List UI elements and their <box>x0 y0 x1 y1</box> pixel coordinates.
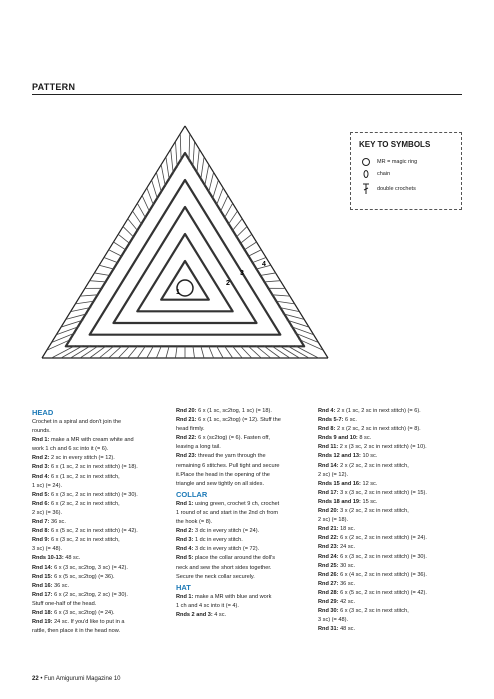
page-footer <box>32 676 121 682</box>
heading-collar: COLLAR <box>176 489 208 499</box>
round-label: Rnds 9 and 10: <box>318 435 358 442</box>
instruction-text: remaining 6 stitches. Pull tight and secure <box>176 462 280 469</box>
instruction-text: rattle, then place it in the head now. <box>32 628 121 635</box>
double-crochet-icon <box>361 183 371 195</box>
instruction-line <box>32 527 170 536</box>
round-number-3: 3 <box>240 270 244 277</box>
instruction-text: make a MR with cream white and <box>49 437 134 444</box>
instruction-line <box>32 582 170 591</box>
instruction-line <box>176 462 314 471</box>
instruction-line <box>32 436 170 445</box>
key-item-chain <box>361 169 390 179</box>
double-crochet-stitch <box>104 257 119 262</box>
instruction-text: 2 x (2 sc, 2 sc in next stitch) (= 8). <box>335 426 421 433</box>
instruction-line <box>32 573 170 582</box>
double-crochet-stitch <box>212 180 218 199</box>
instruction-text: 6 x (4 sc, 2 sc in next stitch) (= 36). <box>338 571 427 578</box>
double-crochet-stitch <box>236 227 247 238</box>
chain-round <box>114 207 257 323</box>
round-label: Rnds 10-13: <box>32 555 64 562</box>
double-crochet-stitch <box>137 203 146 218</box>
instruction-text: 1 sc) (= 24). <box>32 482 62 489</box>
instruction-text: 6 x (2 sc, 2 sc in next stitch, <box>49 500 120 507</box>
instruction-line <box>318 525 456 534</box>
instruction-text: 48 sc. <box>63 555 81 562</box>
instruction-line <box>32 600 170 609</box>
round-label: Rnd 4: <box>318 408 336 414</box>
round-label: Rnd 17: <box>318 489 339 496</box>
instruction-text: 6 x (3 sc, sc2tog) (= 24). <box>52 609 115 616</box>
instruction-line <box>176 536 314 545</box>
section-rule <box>32 94 462 95</box>
instruction-line <box>32 564 170 573</box>
double-crochet-stitch <box>220 196 228 213</box>
round-label: Rnd 6: <box>32 500 50 507</box>
column-1 <box>32 407 170 636</box>
instruction-line <box>318 553 456 562</box>
instruction-text: triangle and sew tightly on all sides. <box>176 480 264 487</box>
instruction-text: 3 dc in every stitch (= 24). <box>193 528 260 535</box>
instruction-text: leaving a long tail. <box>176 444 221 451</box>
instruction-text: 3 x (3 sc, 2 sc in next stitch) (= 15). <box>338 489 427 496</box>
instruction-line <box>176 407 314 416</box>
double-crochet-stitch <box>228 211 237 225</box>
instruction-text: 2 sc) (= 12). <box>318 471 348 478</box>
instruction-text: 6 x (2 sc, sc2tog, 2 sc) (= 30). <box>52 591 128 598</box>
instruction-text: 8 sc. <box>357 435 372 442</box>
instruction-text: 6 x (5 sc, 2 sc in next stitch) (= 42). <box>49 528 138 535</box>
round-label: Rnd 1: <box>32 437 50 444</box>
round-number-2: 2 <box>226 280 230 287</box>
instruction-text: 36 sc. <box>52 582 69 589</box>
instruction-text: Secure the neck collar securely. <box>176 573 255 580</box>
round-label: Rnd 31: <box>318 626 339 633</box>
round-label: Rnd 4: <box>32 473 50 480</box>
chart-stitches <box>42 126 328 358</box>
key-label-magic-ring: MR = magic ring <box>377 159 418 165</box>
instruction-line <box>318 616 456 625</box>
double-crochet-stitch <box>248 250 262 257</box>
key-label-chain: chain <box>377 171 391 177</box>
round-label: Rnd 28: <box>318 589 339 596</box>
round-number-1: 1 <box>176 289 180 296</box>
key-to-symbols-box <box>350 132 462 210</box>
double-crochet-stitch <box>133 211 142 225</box>
instruction-line <box>176 611 314 620</box>
instruction-text: head firmly. <box>176 426 205 433</box>
double-crochet-stitch <box>244 242 257 250</box>
instruction-text: 6 sc. <box>343 417 357 424</box>
instruction-line <box>318 425 456 434</box>
col2-lines-hat <box>176 593 314 620</box>
key-item-double-crochet <box>361 183 416 195</box>
instruction-text: 6 x (1 sc, 2 sc in next stitch, <box>49 473 120 480</box>
instruction-text: 4 sc. <box>212 611 227 618</box>
footer-bullet: • <box>40 676 43 682</box>
instruction-text: thread the yarn through the <box>196 453 266 460</box>
chain-icon <box>361 169 371 179</box>
round-label: Rnd 23: <box>176 453 197 460</box>
instruction-line <box>32 473 170 482</box>
instruction-line <box>318 516 456 525</box>
double-crochet-stitch <box>232 219 242 231</box>
round-label: Rnd 8: <box>32 528 50 535</box>
round-label: Rnd 2: <box>32 455 50 462</box>
round-label: Rnd 25: <box>318 562 339 569</box>
instruction-text: place the collar around the doll's <box>193 555 276 562</box>
round-label: Rnd 9: <box>32 537 50 544</box>
double-crochet-stitch <box>109 250 123 257</box>
round-label: Rnd 26: <box>318 571 339 578</box>
instruction-line <box>318 589 456 598</box>
instruction-text: Crochet in a spiral and don't join the <box>32 419 122 425</box>
instruction-line <box>176 518 314 527</box>
key-title: KEY TO SYMBOLS <box>359 140 431 149</box>
instruction-text: 2 sc in every stitch (= 12). <box>49 455 115 462</box>
instruction-line <box>176 593 314 602</box>
instruction-text: 3 sc) (= 48). <box>318 617 348 624</box>
instruction-line <box>176 545 314 554</box>
double-crochet-stitch <box>123 227 134 238</box>
instruction-line <box>176 554 314 563</box>
instruction-text: 2 sc) (= 18). <box>318 517 348 524</box>
instruction-line <box>32 509 170 518</box>
round-label: Rnds 18 and 19: <box>318 498 361 505</box>
instruction-line <box>318 607 456 616</box>
round-label: Rnds 15 and 16: <box>318 480 361 487</box>
instruction-line <box>176 527 314 536</box>
instruction-text: 30 sc. <box>338 562 355 569</box>
instruction-line <box>32 536 170 545</box>
instruction-text: 6 x (3 sc, 2 sc in next stitch) (= 30). <box>49 491 138 498</box>
instruction-text: 24 sc. <box>338 544 355 551</box>
instruction-text: 6 x (5 sc, 2 sc in next stitch) (= 42). <box>338 589 427 596</box>
round-label: Rnd 2: <box>176 528 194 535</box>
instruction-line <box>176 443 314 452</box>
instruction-text: 10 sc. <box>360 453 378 460</box>
instruction-line <box>176 425 314 434</box>
round-label: Rnd 3: <box>32 464 50 471</box>
instruction-line <box>32 518 170 527</box>
double-crochet-stitch <box>259 273 275 276</box>
instruction-text: 6 x (1 sc, sc2tog) (= 12). Stuff the <box>196 417 281 424</box>
round-label: Rnd 4: <box>176 546 194 553</box>
double-crochet-stitch <box>175 141 177 167</box>
instruction-text: 1 dc in every stitch. <box>193 537 243 544</box>
instruction-line <box>32 609 170 618</box>
instruction-line <box>32 491 170 500</box>
heading-head: HEAD <box>32 408 54 417</box>
section-label: PATTERN <box>32 82 76 92</box>
round-label: Rnd 5: <box>32 491 50 498</box>
round-label: Rnd 17: <box>32 591 53 598</box>
instruction-text: make a MR with blue and work <box>193 593 272 600</box>
round-label: Rnd 18: <box>32 609 53 616</box>
instruction-text: Stuff one-half of the head. <box>32 600 97 607</box>
double-crochet-stitch <box>224 203 233 218</box>
double-crochet-stitch <box>161 165 165 187</box>
round-label: Rnd 27: <box>318 580 339 587</box>
instruction-line <box>318 571 456 580</box>
instruction-text: 6 x (1 sc, sc2tog, 1 sc) (= 18). <box>196 408 272 414</box>
heading-hat: HAT <box>176 582 191 592</box>
crochet-chart-diagram <box>30 118 350 378</box>
instruction-text: 1 round of sc and start in the 2nd ch from <box>176 509 278 516</box>
instruction-text: 6 x (3 sc, 2 sc in next stitch) (= 30). <box>338 553 427 560</box>
instruction-text: it.Place the head in the opening of the <box>176 471 270 478</box>
double-crochet-stitch <box>197 149 200 174</box>
col1-lines <box>32 418 170 636</box>
col2-lines <box>176 407 314 489</box>
instruction-text: 42 sc. <box>338 598 355 605</box>
round-label: Rnd 3: <box>176 537 194 544</box>
instruction-text: 6 x (1 sc, 2 sc in next stitch) (= 18). <box>49 464 138 471</box>
instruction-text: 3 sc) (= 48). <box>32 546 62 553</box>
double-crochet-stitch <box>189 134 190 162</box>
instruction-text: 6 x (2 sc, 2 sc in next stitch) (= 24). <box>338 535 427 542</box>
round-label: Rnd 23: <box>318 544 339 551</box>
double-crochet-stitch <box>166 157 169 181</box>
instruction-text: 6 x (3 sc, 2 sc in next stitch, <box>49 537 120 544</box>
round-label: Rnd 29: <box>318 598 339 605</box>
round-label: Rnd 1: <box>176 593 194 600</box>
instruction-line <box>32 500 170 509</box>
double-crochet-stitch <box>118 234 130 244</box>
instruction-line <box>318 443 456 452</box>
instruction-text: 6 x (3 sc, 2 sc in next stitch, <box>338 608 409 615</box>
instruction-line <box>318 471 456 480</box>
round-label: Rnd 7: <box>32 519 50 526</box>
instruction-line <box>318 507 456 516</box>
round-label: Rnds 12 and 13: <box>318 453 361 460</box>
instruction-text: 1 ch and 4 sc into it (= 4). <box>176 602 239 609</box>
round-label: Rnd 30: <box>318 608 339 615</box>
double-crochet-stitch <box>142 196 150 213</box>
instruction-line <box>176 509 314 518</box>
instruction-line <box>176 480 314 489</box>
instruction-text: 2 x (1 sc, 2 sc in next stitch) (= 6). <box>335 408 421 414</box>
double-crochet-stitch <box>193 141 195 167</box>
instruction-text: 2 x (3 sc, 2 sc in next stitch) (= 10). <box>338 444 427 451</box>
double-crochet-stitch <box>128 219 138 231</box>
round-label: Rnd 19: <box>32 619 53 626</box>
instruction-line <box>176 564 314 573</box>
instruction-line <box>318 489 456 498</box>
instruction-line <box>176 452 314 461</box>
instruction-text: using green, crochet 9 ch, crochet <box>193 500 280 507</box>
round-label: Rnd 20: <box>176 408 197 414</box>
col3-lines <box>318 407 456 634</box>
instruction-text: 3 x (2 sc, 2 sc in next stitch, <box>338 508 409 515</box>
double-crochet-stitch <box>171 149 174 174</box>
round-label: Rnd 14: <box>32 564 53 571</box>
instruction-line <box>176 434 314 443</box>
double-crochet-stitch <box>152 180 158 199</box>
round-label: Rnd 11: <box>318 444 339 451</box>
round-label: Rnd 21: <box>176 417 197 424</box>
instruction-text: the hook (= 8). <box>176 519 213 526</box>
double-crochet-stitch <box>147 188 154 206</box>
round-label: Rnd 8: <box>318 426 336 433</box>
double-crochet-stitch <box>201 157 204 181</box>
key-label-double-crochet: double crochets <box>377 186 416 192</box>
instruction-line <box>318 562 456 571</box>
double-crochet-stitch <box>114 242 127 250</box>
instruction-line <box>318 416 456 425</box>
round-label: Rnds 5-7: <box>318 417 344 424</box>
instruction-line <box>176 602 314 611</box>
instruction-text: work 1 ch and 6 sc into it (= 6). <box>32 446 109 453</box>
double-crochet-stitch <box>156 172 161 193</box>
round-label: Rnd 21: <box>318 526 339 533</box>
instruction-line <box>32 482 170 491</box>
instruction-text: 2 sc) (= 36). <box>32 509 62 516</box>
instruction-text: 3 dc in every stitch (= 72). <box>193 546 260 553</box>
instruction-line <box>318 407 456 416</box>
instruction-line <box>318 598 456 607</box>
instruction-line <box>32 591 170 600</box>
round-label: Rnd 16: <box>32 582 53 589</box>
page-number: 22 <box>32 676 39 682</box>
instruction-text: rounds. <box>32 428 51 435</box>
instruction-text: 15 sc. <box>360 498 378 505</box>
instruction-line <box>318 480 456 489</box>
double-crochet-stitch <box>90 281 107 282</box>
col2-lines-collar <box>176 500 314 582</box>
instruction-line <box>318 498 456 507</box>
instruction-line <box>32 418 170 427</box>
double-crochet-stitch <box>205 165 209 187</box>
column-2 <box>176 407 314 620</box>
instruction-line <box>32 618 170 627</box>
instruction-line <box>32 554 170 563</box>
double-crochet-stitch <box>99 265 114 269</box>
double-crochet-stitch <box>240 234 252 244</box>
round-label: Rnd 24: <box>318 553 339 560</box>
double-crochet-stitch <box>208 172 213 193</box>
instruction-line <box>318 534 456 543</box>
round-label: Rnd 5: <box>176 555 194 562</box>
round-label: Rnd 15: <box>32 573 53 580</box>
column-3 <box>318 407 456 634</box>
instruction-line <box>32 627 170 636</box>
instruction-line <box>176 500 314 509</box>
instruction-line <box>32 463 170 472</box>
instruction-text: 12 sc. <box>360 480 378 487</box>
instruction-text: 48 sc. <box>338 626 355 633</box>
instruction-text: 36 sc. <box>338 580 355 587</box>
double-crochet-stitch <box>216 188 223 206</box>
round-label: Rnd 22: <box>318 535 339 542</box>
instruction-line <box>318 434 456 443</box>
instruction-text: 6 x (sc2tog) (= 6). Fasten off, <box>196 435 270 442</box>
instruction-text: 24 sc. If you'd like to put in a <box>52 619 125 626</box>
instruction-line <box>176 573 314 582</box>
instruction-line <box>318 625 456 634</box>
instruction-line <box>318 543 456 552</box>
instruction-line <box>32 545 170 554</box>
round-number-4: 4 <box>262 261 266 268</box>
double-crochet-stitch <box>263 281 280 282</box>
double-crochet-stitch <box>94 273 110 276</box>
instruction-text: neck and sew the short sides together. <box>176 564 272 571</box>
round-label: Rnd 20: <box>318 508 339 515</box>
instruction-text: 18 sc. <box>338 526 355 533</box>
instruction-text: 36 sc. <box>49 519 66 526</box>
instruction-line <box>176 471 314 480</box>
instruction-line <box>32 427 170 436</box>
instruction-line <box>318 452 456 461</box>
instruction-line <box>32 454 170 463</box>
round-label: Rnd 14: <box>318 462 339 469</box>
instruction-line <box>32 445 170 454</box>
round-label: Rnd 1: <box>176 500 194 507</box>
round-label: Rnds 2 and 3: <box>176 611 213 618</box>
magic-ring-icon <box>361 157 371 167</box>
round-label: Rnd 22: <box>176 435 197 442</box>
key-item-magic-ring <box>361 157 417 167</box>
instruction-line <box>318 462 456 471</box>
magazine-title: Fun Amigurumi Magazine 10 <box>44 676 121 682</box>
instruction-line <box>318 580 456 589</box>
double-crochet-stitch <box>180 134 181 162</box>
instruction-line <box>176 416 314 425</box>
instruction-text: 6 x (3 sc, sc2tog, 3 sc) (= 42). <box>52 564 128 571</box>
instruction-text: 6 x (5 sc, sc2tog) (= 36). <box>52 573 115 580</box>
instruction-text: 2 x (2 sc, 2 sc in next stitch, <box>338 462 409 469</box>
